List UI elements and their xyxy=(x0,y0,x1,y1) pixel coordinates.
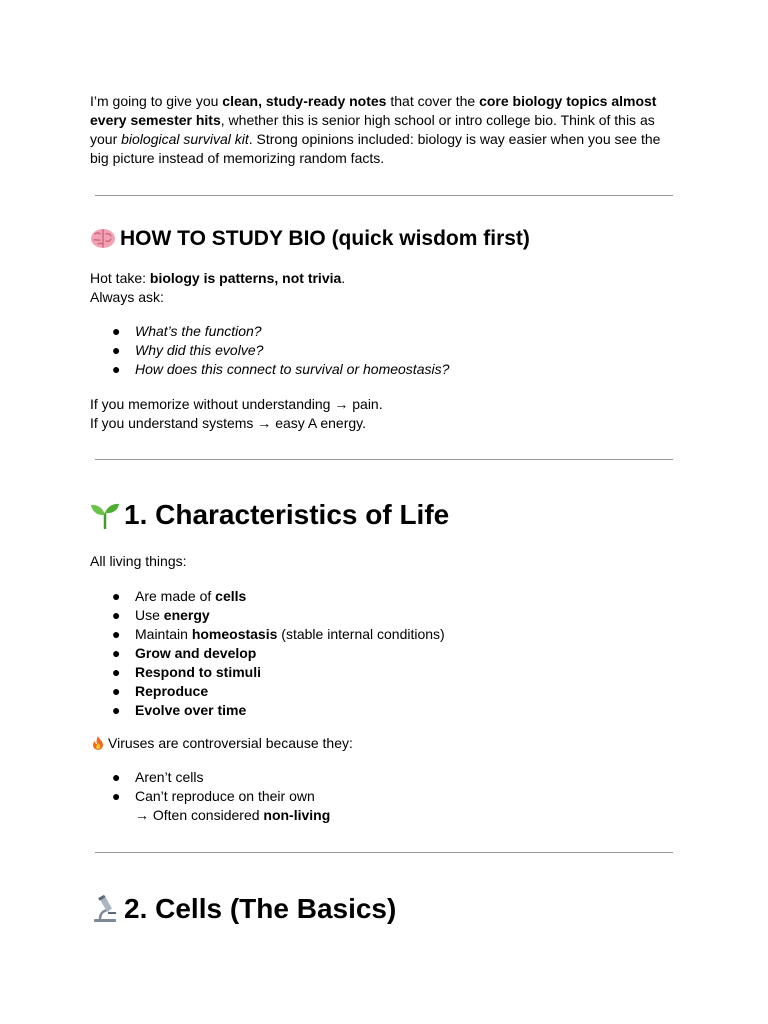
heading-text: HOW TO STUDY BIO (quick wisdom first) xyxy=(120,227,530,250)
living-things-intro xyxy=(90,552,680,571)
bullet-icon: ● xyxy=(112,588,121,604)
section-heading-cells xyxy=(90,892,396,926)
hot-take-paragraph xyxy=(90,269,680,307)
item-bold: Respond to stimuli xyxy=(135,664,261,680)
memorize-paragraph xyxy=(90,395,680,433)
list-item xyxy=(90,322,449,341)
bullet-icon: ● xyxy=(112,769,121,785)
item-text: Are made of xyxy=(135,588,216,604)
characteristics-list xyxy=(90,587,445,720)
horizontal-divider xyxy=(95,195,673,196)
intro-text: I’m going to give you xyxy=(90,93,223,109)
horizontal-divider xyxy=(95,852,673,853)
conclusion-text: → Often considered xyxy=(135,807,264,823)
intro-text: that cover the xyxy=(386,93,480,109)
virus-list xyxy=(90,768,330,825)
list-item xyxy=(90,682,445,701)
item-bold: Grow and develop xyxy=(135,645,257,661)
conclusion-bold: non-living xyxy=(263,807,331,823)
heading-text: 1. Characteristics of Life xyxy=(124,499,450,530)
list-item xyxy=(90,768,330,787)
fire-icon xyxy=(90,735,106,751)
intro-text: . Strong opinions included: biology is way easier when you see the big picture instead of memorizing random facts. xyxy=(90,131,661,166)
list-item xyxy=(90,341,449,360)
item-text: Aren’t cells xyxy=(135,769,204,785)
intro-paragraph xyxy=(90,92,680,168)
item-bold: Evolve over time xyxy=(135,702,247,718)
intro-text: All living things: xyxy=(90,553,187,569)
list-item xyxy=(90,587,445,606)
hot-take-text: Hot take: xyxy=(90,270,150,286)
virus-conclusion xyxy=(135,806,330,825)
item-text: Use xyxy=(135,607,164,623)
understand-text: If you understand systems → easy A energy. xyxy=(90,415,366,431)
list-item xyxy=(90,787,330,825)
memorize-text: If you memorize without understanding → pain. xyxy=(90,396,383,412)
bullet-icon: ● xyxy=(112,645,121,661)
bullet-icon: ● xyxy=(112,342,121,358)
item-bold: homeostasis xyxy=(191,626,278,642)
bullet-icon: ● xyxy=(112,323,121,339)
list-item xyxy=(90,625,445,644)
seedling-icon xyxy=(90,501,120,529)
question-text: What’s the function? xyxy=(135,323,262,339)
section-heading-study xyxy=(90,226,530,252)
item-bold: energy xyxy=(163,607,210,623)
bullet-icon: ● xyxy=(112,683,121,699)
intro-text: , whether this is senior high school or intro college bio. Think of this as your xyxy=(90,112,655,147)
list-item xyxy=(90,360,449,379)
list-item xyxy=(90,644,445,663)
bullet-icon: ● xyxy=(112,788,121,804)
always-ask-text: Always ask: xyxy=(90,289,164,305)
bullet-icon: ● xyxy=(112,664,121,680)
list-item xyxy=(90,701,445,720)
item-bold: Reproduce xyxy=(135,683,209,699)
bullet-icon: ● xyxy=(112,361,121,377)
microscope-icon xyxy=(90,895,120,923)
bullet-icon: ● xyxy=(112,702,121,718)
bullet-icon: ● xyxy=(112,626,121,642)
heading-text: 2. Cells (The Basics) xyxy=(124,893,397,924)
list-item xyxy=(90,663,445,682)
item-text: (stable internal conditions) xyxy=(277,626,445,642)
horizontal-divider xyxy=(95,459,673,460)
bullet-icon: ● xyxy=(112,607,121,623)
hot-take-bold: biology is patterns, not trivia xyxy=(149,270,342,286)
intro-italic: biological survival kit xyxy=(121,131,249,147)
item-text: Maintain xyxy=(135,626,192,642)
virus-note-text: Viruses are controversial because they: xyxy=(108,735,353,751)
study-questions-list xyxy=(90,322,449,379)
item-bold: cells xyxy=(215,588,247,604)
intro-bold: clean, study-ready notes xyxy=(222,93,387,109)
brain-icon xyxy=(90,226,116,250)
question-text: How does this connect to survival or homeostasis? xyxy=(135,361,450,377)
list-item xyxy=(90,606,445,625)
section-heading-characteristics xyxy=(90,498,449,532)
intro-bold: core biology topics almost every semester hits xyxy=(90,93,657,128)
item-text: Can’t reproduce on their own xyxy=(135,788,315,804)
question-text: Why did this evolve? xyxy=(135,342,264,358)
virus-note xyxy=(90,734,680,753)
hot-take-text: . xyxy=(341,270,346,286)
